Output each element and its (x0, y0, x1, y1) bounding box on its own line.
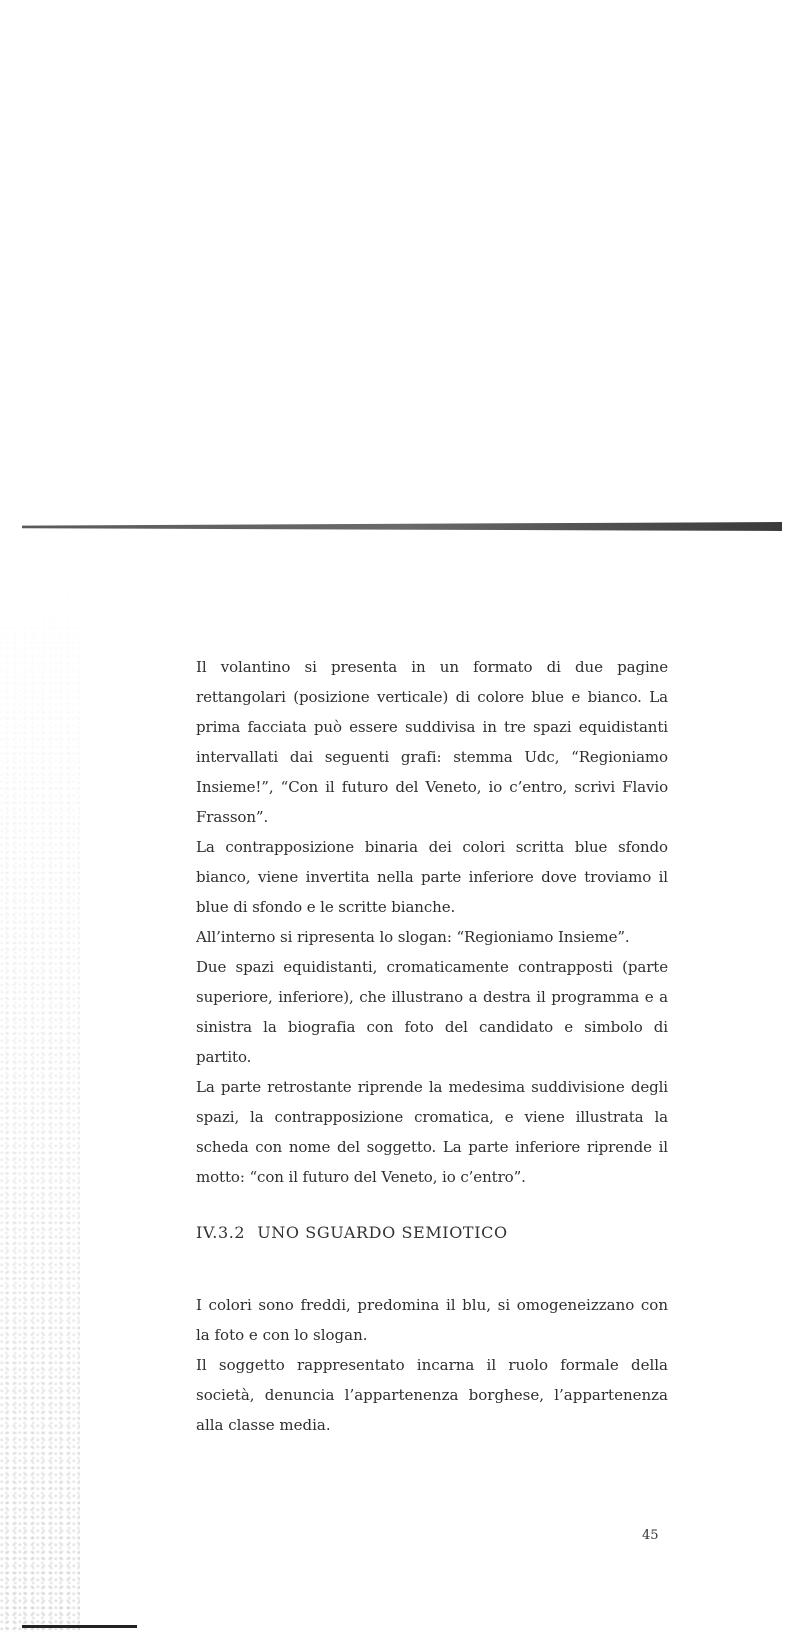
scan-top-rule (22, 522, 782, 531)
section-number: IV.3.2 (196, 1223, 246, 1242)
section-paragraph-2: Il soggetto rappresentato incarna il ruolo formale della società, denuncia l’appartenenza borghese, l’appartenenza alla classe media. (196, 1356, 668, 1434)
section-paragraph-1: I colori sono freddi, predomina il blu, si omogeneizzano con la foto e con lo slogan. (196, 1296, 668, 1344)
paragraph-4: Due spazi equidistanti, cromaticamente contrapposti (parte superiore, inferiore), che illustrano a destra il programma e a sinistra la biografia con foto del candidato e simbolo di partito. (196, 958, 668, 1066)
paragraph-5: La parte retrostante riprende la medesima suddivisione degli spazi, la contrapposizione cromatica, e viene illustrata la scheda con nome del soggetto. La parte inferiore riprende il motto: “con il futuro del Veneto, io c’entro”. (196, 1078, 668, 1186)
scan-bottom-edge (22, 1625, 137, 1628)
section-title: UNO SGUARDO SEMIOTICO (257, 1223, 508, 1242)
scan-left-edge-noise (0, 520, 80, 1632)
paragraph-1: Il volantino si presenta in un formato di due pagine rettangolari (posizione verticale) di colore blue e bianco. La prima facciata può essere suddivisa in tre spazi equidistanti intervallati dai seguenti grafi: stemma Udc, “Regioniamo Insieme!”, “Con il futuro del Veneto, io c’entro, scrivi Flavio Frasson”. (196, 658, 668, 826)
main-body (196, 652, 668, 1192)
section-heading (196, 1223, 668, 1242)
paragraph-2: La contrapposizione binaria dei colori scritta blue sfondo bianco, viene invertita nella parte inferiore dove troviamo il blue di sfondo e le scritte bianche. (196, 838, 668, 916)
section-body (196, 1290, 668, 1440)
page-number: 45 (642, 1528, 659, 1543)
paragraph-3: All’interno si ripresenta lo slogan: “Regioniamo Insieme”. (196, 928, 630, 946)
